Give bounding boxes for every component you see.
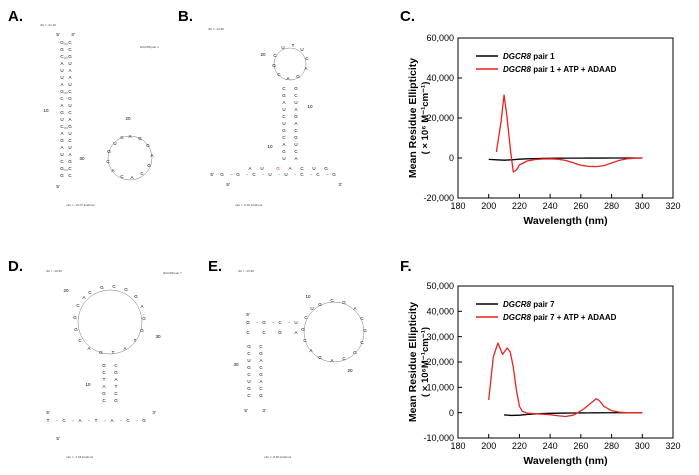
y-tick-label: 20,000 <box>426 357 454 368</box>
panel-letter-f: F. <box>400 258 412 275</box>
panel-letter-d: D. <box>8 258 23 275</box>
svg-text:C: C <box>68 110 72 115</box>
svg-text:C: C <box>273 53 277 58</box>
svg-text:A: A <box>60 103 64 108</box>
svg-text:C: C <box>300 172 304 177</box>
svg-text:G: G <box>114 370 118 375</box>
rna-e-bases <box>233 294 367 413</box>
svg-text:A: A <box>78 418 82 423</box>
y-axis-subtitle: ( × 10⁶ M⁻¹cm⁻¹) <box>420 81 431 155</box>
svg-text:A: A <box>128 134 132 139</box>
svg-text:C: C <box>60 159 64 164</box>
svg-text:C: C <box>342 356 346 361</box>
svg-text:G: G <box>68 124 72 129</box>
svg-text:-: - <box>278 172 280 177</box>
rna-structure-a <box>18 18 173 213</box>
svg-text:-: - <box>88 418 90 423</box>
svg-text:G: G <box>134 294 138 299</box>
rna-structure-d-svg <box>18 262 203 467</box>
rna-b-bases <box>210 43 342 187</box>
svg-text:-: - <box>56 418 58 423</box>
svg-text:G: G <box>220 172 224 177</box>
svg-text:A: A <box>304 66 308 71</box>
svg-text:C: C <box>126 418 130 423</box>
rna-e-caption: mfe = -8.80 kcal/mol <box>264 455 292 459</box>
svg-text:C: C <box>247 372 251 377</box>
chart-panel-c <box>400 18 695 233</box>
svg-text:20: 20 <box>63 288 69 293</box>
svg-text:3': 3' <box>338 182 342 187</box>
svg-text:A: A <box>82 295 86 300</box>
svg-text:C: C <box>360 316 364 321</box>
svg-text:A: A <box>288 166 292 171</box>
data-series-line <box>496 95 642 172</box>
x-tick-label: 240 <box>542 441 558 451</box>
svg-text:A: A <box>294 121 298 126</box>
svg-text:C: C <box>303 338 307 343</box>
rna-d-header: dG = -10.60 <box>46 269 62 273</box>
y-tick-label: 30,000 <box>426 331 454 342</box>
x-tick-label: 260 <box>573 201 589 211</box>
svg-text:G: G <box>74 327 78 332</box>
svg-text:C: C <box>247 393 251 398</box>
x-tick-label: 180 <box>450 441 466 451</box>
svg-text:G: G <box>259 351 263 356</box>
svg-text:30: 30 <box>79 156 85 161</box>
legend-label: DGCR8 pair 7 + ATP + ADAAD <box>503 313 617 322</box>
svg-text:20: 20 <box>125 116 131 121</box>
svg-text:G: G <box>246 320 250 325</box>
x-tick-label: 280 <box>604 201 620 211</box>
svg-text:A: A <box>111 168 115 173</box>
svg-text:C: C <box>360 340 364 345</box>
svg-text:C: C <box>304 315 308 320</box>
svg-text:A: A <box>60 145 64 150</box>
rna-structure-b <box>190 18 355 213</box>
svg-text:C: C <box>68 89 72 94</box>
svg-text:C: C <box>305 56 309 61</box>
svg-text:-: - <box>326 172 328 177</box>
svg-text:G: G <box>60 138 64 143</box>
y-tick-label: 50,000 <box>426 281 454 292</box>
y-tick-label: 40,000 <box>426 306 454 317</box>
svg-text:C: C <box>316 172 320 177</box>
svg-text:A: A <box>259 379 263 384</box>
svg-text:A: A <box>60 82 64 87</box>
svg-text:30: 30 <box>155 334 161 339</box>
svg-text:A: A <box>102 384 106 389</box>
svg-text:U: U <box>60 117 64 122</box>
svg-text:T: T <box>94 418 98 423</box>
svg-text:G: G <box>102 391 106 396</box>
svg-text:U: U <box>113 141 117 146</box>
svg-text:20: 20 <box>347 368 353 373</box>
svg-text:G: G <box>114 398 118 403</box>
legend-label: DGCR8 pair 7 <box>503 300 555 309</box>
x-tick-label: 240 <box>542 201 558 211</box>
svg-text:A: A <box>68 152 72 157</box>
svg-text:A: A <box>60 61 64 66</box>
x-tick-label: 320 <box>665 201 681 211</box>
svg-text:C: C <box>62 418 66 423</box>
svg-text:G: G <box>100 285 104 290</box>
svg-text:U: U <box>60 75 64 80</box>
svg-text:30: 30 <box>233 362 239 367</box>
svg-text:G: G <box>142 418 146 423</box>
rna-structure-d <box>18 262 203 467</box>
chart-panel-f <box>400 268 695 473</box>
svg-text:G: G <box>124 287 128 292</box>
svg-text:5': 5' <box>56 184 60 189</box>
svg-text:A: A <box>282 142 286 147</box>
svg-text:C: C <box>140 171 144 176</box>
svg-text:U: U <box>282 156 286 161</box>
svg-text:G: G <box>68 159 72 164</box>
svg-text:G: G <box>60 166 64 171</box>
svg-text:3': 3' <box>71 32 75 37</box>
svg-text:G: G <box>107 149 111 154</box>
y-tick-label: -20,000 <box>423 193 454 204</box>
rna-structure-e-svg <box>216 262 391 467</box>
svg-text:G: G <box>318 302 322 307</box>
svg-text:G: G <box>68 96 72 101</box>
svg-text:G: G <box>276 166 280 171</box>
svg-text:A: A <box>294 156 298 161</box>
panel-letter-b: B. <box>178 8 193 25</box>
svg-text:G: G <box>278 330 282 335</box>
svg-text:A: A <box>282 100 286 105</box>
svg-text:G: G <box>247 386 251 391</box>
svg-text:C: C <box>78 338 82 343</box>
svg-text:C: C <box>262 330 266 335</box>
svg-text:-: - <box>230 172 232 177</box>
svg-text:U: U <box>68 82 72 87</box>
svg-text:G: G <box>236 172 240 177</box>
svg-text:U: U <box>68 131 72 136</box>
svg-text:U: U <box>294 142 298 147</box>
svg-text:C: C <box>330 298 334 303</box>
svg-text:G: G <box>73 315 77 320</box>
x-tick-label: 280 <box>604 441 620 451</box>
svg-text:G: G <box>324 166 328 171</box>
svg-text:C: C <box>60 96 64 101</box>
svg-text:G: G <box>60 47 64 52</box>
svg-text:A: A <box>140 304 144 309</box>
rna-d-bases <box>46 284 161 441</box>
svg-text:A: A <box>294 107 298 112</box>
svg-text:-: - <box>256 320 258 325</box>
svg-text:U: U <box>268 172 272 177</box>
svg-text:U: U <box>68 61 72 66</box>
x-tick-label: 200 <box>481 441 497 451</box>
svg-text:-: - <box>294 172 296 177</box>
svg-text:G: G <box>102 363 106 368</box>
svg-text:-: - <box>246 172 248 177</box>
svg-text:C: C <box>88 290 92 295</box>
x-tick-label: 320 <box>665 441 681 451</box>
svg-text:A: A <box>123 346 127 351</box>
svg-text:C: C <box>294 93 298 98</box>
svg-text:C: C <box>282 135 286 140</box>
svg-text:G: G <box>60 173 64 178</box>
svg-text:U: U <box>68 145 72 150</box>
svg-text:A: A <box>68 117 72 122</box>
svg-text:T: T <box>46 418 50 423</box>
svg-text:10: 10 <box>85 382 91 387</box>
svg-text:C: C <box>259 365 263 370</box>
svg-text:A: A <box>68 68 72 73</box>
svg-text:C: C <box>120 174 124 179</box>
svg-text:C: C <box>120 135 124 140</box>
svg-text:C: C <box>68 138 72 143</box>
svg-text:-: - <box>104 418 106 423</box>
svg-text:C: C <box>68 173 72 178</box>
svg-text:A: A <box>150 153 154 158</box>
svg-text:-: - <box>120 418 122 423</box>
svg-text:-: - <box>288 320 290 325</box>
rna-e-header: dG = -13.90 <box>238 269 254 273</box>
chart-f-svg <box>400 268 695 473</box>
y-axis-title: Mean Residue Ellipticity <box>407 301 419 423</box>
x-axis-title: Wavelength (nm) <box>523 455 608 467</box>
svg-text:-: - <box>136 418 138 423</box>
svg-text:U: U <box>300 47 304 52</box>
svg-text:5': 5' <box>46 410 50 415</box>
svg-text:G: G <box>294 86 298 91</box>
x-tick-label: 200 <box>481 201 497 211</box>
svg-text:U: U <box>282 121 286 126</box>
svg-text:G: G <box>272 63 276 68</box>
svg-text:C: C <box>259 344 263 349</box>
rna-d-caption: mfe = -7.04 kcal/mol <box>66 455 94 459</box>
x-tick-label: 260 <box>573 441 589 451</box>
panel-letter-c: C. <box>400 8 415 25</box>
svg-text:G: G <box>301 327 305 332</box>
svg-text:G: G <box>247 344 251 349</box>
svg-text:-: - <box>262 172 264 177</box>
svg-text:T: T <box>102 377 106 382</box>
svg-text:3': 3' <box>152 410 156 415</box>
svg-text:U: U <box>260 166 264 171</box>
svg-text:A: A <box>114 377 118 382</box>
svg-text:A: A <box>87 346 91 351</box>
rna-a-caption: mfe = -14.07 kcal/mol <box>66 203 95 207</box>
svg-text:C: C <box>277 72 281 77</box>
legend-label: DGCR8 pair 1 + ATP + ADAAD <box>503 65 617 74</box>
rna-structure-a-svg <box>18 18 173 213</box>
svg-text:A: A <box>353 306 357 311</box>
svg-text:G: G <box>363 328 367 333</box>
svg-text:C: C <box>300 166 304 171</box>
svg-text:C: C <box>278 320 282 325</box>
x-tick-label: 300 <box>634 201 650 211</box>
svg-text:A: A <box>248 166 252 171</box>
svg-text:C: C <box>294 149 298 154</box>
svg-text:C: C <box>102 398 106 403</box>
svg-text:A: A <box>330 358 334 363</box>
svg-text:G: G <box>262 320 266 325</box>
svg-text:G: G <box>60 89 64 94</box>
svg-text:U: U <box>60 152 64 157</box>
svg-text:C: C <box>252 172 256 177</box>
svg-text:G: G <box>68 54 72 59</box>
svg-text:20: 20 <box>260 52 266 57</box>
rna-a-bases <box>43 32 153 189</box>
svg-text:C: C <box>68 166 72 171</box>
svg-text:5': 5' <box>210 172 214 177</box>
svg-text:A: A <box>309 348 313 353</box>
svg-text:5': 5' <box>246 312 250 317</box>
svg-text:G: G <box>294 135 298 140</box>
legend-label: DGCR8 pair 1 <box>503 52 555 61</box>
rna-b-caption: mfe = -6.92 kcal/mol <box>235 203 263 207</box>
y-tick-label: -10,000 <box>423 433 454 444</box>
svg-text:U: U <box>60 68 64 73</box>
svg-text:-: - <box>310 172 312 177</box>
svg-text:5': 5' <box>56 436 60 441</box>
panel-letter-a: A. <box>8 8 23 25</box>
svg-text:U: U <box>312 166 316 171</box>
svg-text:C: C <box>60 124 64 129</box>
y-tick-label: 0 <box>448 407 454 418</box>
svg-text:G: G <box>353 350 357 355</box>
svg-text:C: C <box>60 54 64 59</box>
y-axis-subtitle: ( × 10⁶M⁻¹cm⁻¹) <box>420 326 431 398</box>
svg-text:U: U <box>284 172 288 177</box>
svg-text:U: U <box>282 107 286 112</box>
svg-text:A: A <box>294 330 298 335</box>
svg-text:G: G <box>146 143 150 148</box>
svg-text:C: C <box>114 391 118 396</box>
svg-text:C: C <box>259 386 263 391</box>
y-axis-title: Mean Residue Ellipticity <box>407 57 419 179</box>
svg-text:C: C <box>114 363 118 368</box>
svg-text:A: A <box>259 358 263 363</box>
svg-text:G: G <box>294 114 298 119</box>
svg-text:3': 3' <box>262 408 266 413</box>
svg-text:C: C <box>294 128 298 133</box>
svg-text:U: U <box>294 100 298 105</box>
rna-d-side-note: DGCR8 pair 7 <box>163 271 182 275</box>
svg-text:C: C <box>282 114 286 119</box>
panel-letter-e: E. <box>208 258 223 275</box>
rna-a-side-note: DGCR8 pair 1 <box>140 45 159 49</box>
svg-text:G: G <box>296 74 300 79</box>
y-tick-label: 40,000 <box>426 73 454 84</box>
rna-structure-e <box>216 262 391 467</box>
svg-text:T: T <box>114 384 118 389</box>
svg-text:C: C <box>112 284 116 289</box>
svg-text:C: C <box>247 351 251 356</box>
svg-text:C: C <box>68 47 72 52</box>
y-tick-label: 10,000 <box>426 382 454 393</box>
x-axis-title: Wavelength (nm) <box>523 215 608 227</box>
svg-text:C: C <box>282 86 286 91</box>
svg-text:T: T <box>111 350 115 355</box>
svg-text:U: U <box>247 358 251 363</box>
svg-text:G: G <box>332 172 336 177</box>
svg-text:5': 5' <box>226 182 230 187</box>
data-series-line <box>489 343 643 416</box>
svg-text:10: 10 <box>305 294 311 299</box>
svg-text:G: G <box>60 110 64 115</box>
svg-text:U: U <box>247 379 251 384</box>
rna-structure-b-svg <box>190 18 355 213</box>
svg-text:A: A <box>68 75 72 80</box>
svg-text:U: U <box>294 320 298 325</box>
svg-text:G: G <box>259 393 263 398</box>
svg-text:G: G <box>140 328 144 333</box>
svg-text:C: C <box>102 370 106 375</box>
svg-text:C: C <box>106 159 110 164</box>
svg-text:U: U <box>68 103 72 108</box>
svg-text:G: G <box>60 40 64 45</box>
svg-text:U: U <box>310 306 314 311</box>
svg-text:T: T <box>291 43 295 48</box>
svg-text:G: G <box>99 350 103 355</box>
svg-text:G: G <box>318 355 322 360</box>
svg-text:10: 10 <box>43 108 49 113</box>
x-tick-label: 220 <box>511 201 527 211</box>
svg-text:5': 5' <box>244 408 248 413</box>
x-tick-label: 300 <box>634 441 650 451</box>
svg-text:U: U <box>281 45 285 50</box>
svg-text:T: T <box>133 338 137 343</box>
svg-text:G: G <box>138 136 142 141</box>
y-tick-label: 20,000 <box>426 113 454 124</box>
x-tick-label: 220 <box>511 441 527 451</box>
chart-c-svg <box>400 18 695 233</box>
y-tick-label: 60,000 <box>426 33 454 44</box>
svg-text:G: G <box>342 300 346 305</box>
rna-b-header: dG = -12.90 <box>208 27 224 31</box>
svg-text:-: - <box>272 320 274 325</box>
svg-text:-: - <box>72 418 74 423</box>
svg-text:G: G <box>282 93 286 98</box>
x-tick-label: 180 <box>450 201 466 211</box>
svg-text:C: C <box>76 303 80 308</box>
svg-text:A: A <box>60 131 64 136</box>
svg-text:G: G <box>142 316 146 321</box>
svg-text:C: C <box>246 330 250 335</box>
svg-text:G: G <box>282 128 286 133</box>
svg-text:G: G <box>259 372 263 377</box>
svg-text:5': 5' <box>56 32 60 37</box>
svg-text:C: C <box>68 40 72 45</box>
svg-text:A: A <box>286 76 290 81</box>
svg-text:G: G <box>247 365 251 370</box>
y-tick-label: 0 <box>448 153 454 164</box>
svg-text:G: G <box>282 149 286 154</box>
svg-text:10: 10 <box>267 144 273 149</box>
svg-text:A: A <box>110 418 114 423</box>
svg-text:G: G <box>147 163 151 168</box>
svg-text:10: 10 <box>307 104 313 109</box>
rna-a-header: dG = -31.30 <box>40 23 56 27</box>
svg-text:A: A <box>130 175 134 180</box>
